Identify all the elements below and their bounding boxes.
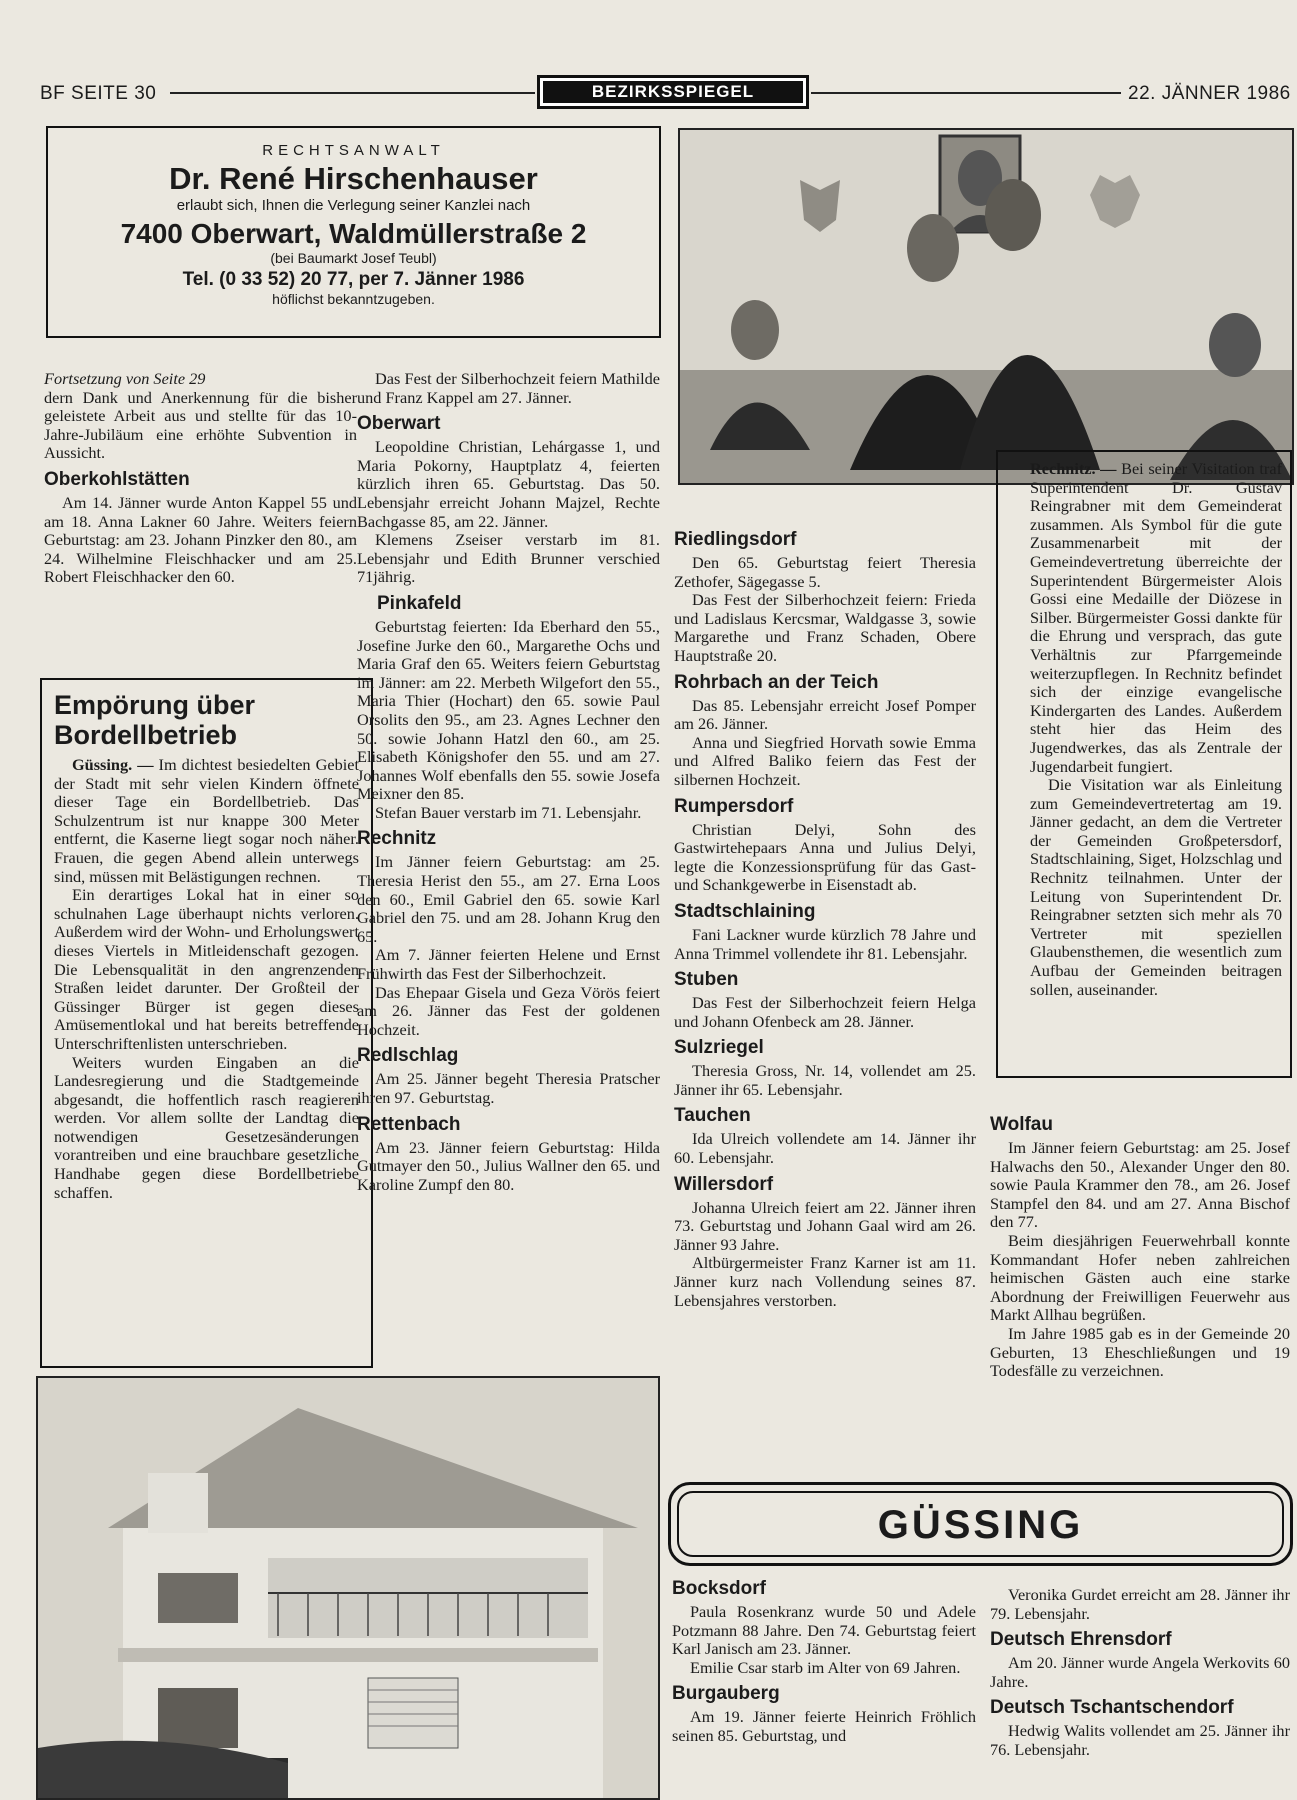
article-text: Altbürgermeister Franz Karner ist am 11. Jänner kurz nach Vollendung seines 87. Lebensjahres verstorben.	[674, 1253, 976, 1310]
article-text: Am 14. Jänner wurde Anton Kappel 55 und am 18. Anna Lakner 60 Jahre. Weiters feiern Geburtstag: am 23. Johann Pinzker den 80., am 24. Wilhelmine Fleischhacker und am 25. Robert Fleischhacker den 60.	[44, 492, 357, 587]
article-text: Anna und Siegfried Horvath sowie Emma und Alfred Baliko feiern das Fest der silbernen Hochzeit.	[674, 732, 976, 789]
article-text: Das Ehepaar Gisela und Geza Vörös feiert am 26. Jänner das Fest der goldenen Hochzeit.	[357, 982, 660, 1039]
place-heading-pinkafeld: Pinkafeld	[377, 592, 462, 614]
header-rule-left	[170, 92, 535, 94]
ad-address-note: (bei Baumarkt Josef Teubl)	[270, 250, 437, 266]
article-text: Bei seiner Visitation traf Superintendent Dr. Gustav Reingrabner mit dem Gemeinderat zusammen. Als Symbol für die gute Zusammenarbeit mit der Gemeindevertretung überreichte der Superintendent Bürgermeister Alois Gossi eine Medaille der Diözese in Silber. Bürgermeister Gossi dankte für die Ehrung und versprach, das gute Verhältnis zur Pfarrgemeinde weiterzupflegen. In Rechnitz befindet sich der einzige evangelische Kindergarten des Landes. Außerdem steht hier das Heim des Jugendwerkes, das als Zentrale der Jugendarbeit fungiert.	[1030, 459, 1282, 776]
article-text: Die Visitation war als Einleitung zum Gemeindevertretertag am 19. Jänner gedacht, an dem die Vertreter der Gemeinden Großpetersdorf, Stadtschlaining, Siget, Holzschlag und Rechnitz teilnahmen. Unter der Leitung von Superintendent Dr. Reingrabner setzten sich mehr als 70 Vertreter mit speziellen Glaubensthemen, die wesentlich zum Aufbau der Gemeinden beitragen sollen, auseinander.	[1030, 775, 1282, 999]
ad-name: Dr. René Hirschenhauser	[169, 161, 538, 196]
section-title-box	[537, 75, 809, 109]
article-text: Das Fest der Silberhochzeit feiern Helga und Johann Ofenbeck am 28. Jänner.	[674, 993, 976, 1031]
article-text: Paula Rosenkranz wurde 50 und Adele Potzmann 88 Jahre. Den 74. Geburtstag feiert Karl Janisch am 23. Jänner.	[672, 1602, 976, 1659]
ad-phone: Tel. (0 33 52) 20 77, per 7. Jänner 1986	[182, 269, 525, 290]
place-heading-deutsch-ehrensdorf: Deutsch Ehrensdorf	[990, 1629, 1172, 1651]
column-3	[674, 523, 976, 1310]
place-heading-rechnitz: Rechnitz	[357, 828, 437, 850]
ad-address: 7400 Oberwart, Waldmüllerstraße 2	[120, 218, 587, 249]
article-text: Das 85. Lebensjahr erreicht Josef Pomper am 26. Jänner.	[674, 695, 976, 734]
article-text: Johanna Ulreich feiert am 22. Jänner ihren 73. Geburtstag und Johann Gaal wird am 26. Jänner 93 Jahre.	[674, 1197, 976, 1254]
place-heading-wolfau: Wolfau	[990, 1114, 1053, 1135]
article-text: Klemens Zseiser verstarb im 81. Lebensjahr und Edith Brunner verschied 71jährig.	[357, 530, 660, 587]
column-2	[357, 370, 660, 1194]
article-text: Leopoldine Christian, Lehárgasse 1, und Maria Pokorny, Hauptplatz 4, feierten kürzlich ihren 65. Geburtstag. Das 50. Lebensjahr erreicht Johann Majzel, Rechte Bachgasse 85, am 22. Jänner.	[357, 437, 660, 531]
section-title: BEZIRKSSPIEGEL	[543, 81, 803, 103]
place-heading-tauchen: Tauchen	[674, 1105, 751, 1127]
article-text: Im Jahre 1985 gab es in der Gemeinde 20 Geburten, 13 Eheschließungen und 19 Todesfälle zu verzeichnen.	[990, 1323, 1290, 1381]
column-4	[990, 1108, 1290, 1381]
place-heading-redlschlag: Redlschlag	[357, 1045, 459, 1067]
article-text: Am 23. Jänner feiern Geburtstag: Hilda Gutmayer den 50., Julius Wallner den 65. und Karoline Zumpf den 80.	[357, 1137, 660, 1194]
article-text: Am 25. Jänner begeht Theresia Pratscher ihren 97. Geburtstag.	[357, 1069, 660, 1107]
article-text: Das Fest der Silberhochzeit feiern Mathilde und Franz Kappel am 27. Jänner.	[357, 369, 660, 407]
photo-handshake	[678, 128, 1294, 485]
page-number: BF SEITE 30	[40, 83, 157, 104]
section-banner-guessing	[668, 1482, 1293, 1566]
article-lead: Güssing. —	[72, 755, 154, 774]
place-heading-burgauberg: Burgauberg	[672, 1683, 780, 1705]
article-text: Emilie Csar starb im Alter von 69 Jahren.	[690, 1657, 961, 1677]
place-heading-willersdorf: Willersdorf	[674, 1173, 774, 1195]
article-box-visitation	[996, 450, 1292, 1078]
place-heading-rohrbach: Rohrbach an der Teich	[674, 671, 879, 693]
column-1	[44, 370, 357, 587]
article-text: Weiters wurden Eingaben an die Landesregierung und die Stadtgemeinde abgesandt, die hoffentlich rasch reagieren werden. Vor allem sollte der Landtag die notwendigen Gesetzesänderungen vorantreiben und eine brauchbare gesetzliche Handhabe gegen diese Bordellbetriebe schaffen.	[54, 1052, 359, 1202]
place-heading-rettenbach: Rettenbach	[357, 1113, 461, 1135]
article-text: Geburtstag feierten: Ida Eberhard den 55., Josefine Jurke den 60., Margarethe Ochs und Maria Graf den 65. Weiters feiern Geburtstag im Jänner: am 22. Merbeth Wilgefort den 55., Maria Thier (Hochart) den 65. sowie Paul Orsolits den 95., am 23. Agnes Lechner den 50. sowie Johann Hatzl den 60., am 25. Elisabeth Königshofer den 55. und am 27. Johannes Wolf ebenfalls den 55. sowie Josefa Meixner den 85.	[357, 616, 660, 804]
article-box-bordell	[40, 678, 373, 1368]
article-text: Veronika Gurdet erreicht am 28. Jänner ihr 79. Lebensjahr.	[990, 1585, 1290, 1623]
article-text: Ida Ulreich vollendete am 14. Jänner ihr 60. Lebensjahr.	[674, 1129, 976, 1168]
section-banner-text: GÜSSING	[677, 1491, 1284, 1557]
place-heading-oberwart: Oberwart	[357, 413, 441, 435]
ad-intro: erlaubt sich, Ihnen die Verlegung seiner Kanzlei nach	[176, 197, 531, 214]
article-text: Im Jänner feiern Geburtstag: am 25. Theresia Herist den 55., am 27. Erna Loos den 60., Emil Gabriel den 65. sowie Karl Gabriel den 75. und am 28. Johann Krug den 65.	[357, 852, 660, 946]
lawyer-advertisement	[46, 126, 661, 338]
article-text: Ein derartiges Lokal hat in einer so schulnahen Lage überhaupt nichts verloren. Außerdem wird der Wohn- und Erholungswert dieses Viertels in Mitleidenschaft gezogen. Die Lebensqualität in den angrenzenden Straßen leidet darunter. Der Großteil der Güssinger Bürger ist gegen dieses Amüsementlokal und hat bereits betreffende Unterschriftenlisten unterschrieben.	[54, 885, 359, 1053]
article-text: dern Dank und Anerkennung für die bisher geleistete Arbeit aus und stellte für das 10-Jahre-Jubiläum eine erhöhte Subvention in Aussicht.	[44, 387, 357, 463]
place-heading-oberkohlstaetten: Oberkohlstätten	[44, 468, 190, 490]
place-heading-rumpersdorf: Rumpersdorf	[674, 795, 794, 817]
article-text: Am 19. Jänner feierte Heinrich Fröhlich seinen 85. Geburtstag, und	[672, 1707, 976, 1745]
place-heading-deutsch-tschantschendorf: Deutsch Tschantschendorf	[990, 1697, 1234, 1719]
place-heading-bocksdorf: Bocksdorf	[672, 1578, 766, 1599]
place-heading-stadtschlaining: Stadtschlaining	[674, 900, 816, 922]
place-heading-sulzriegel: Sulzriegel	[674, 1037, 764, 1059]
article-text: Im dichtest besiedelten Gebiet der Stadt mit sehr vielen Kindern öffnete dieser Tage ein Bordellbetrieb. Das Schulzentrum ist nur knappe 300 Meter entfernt, die Kaserne liegt sogar noch näher. Frauen, die gegen Abend allein unterwegs sind, müssen mit Belästigungen rechnen.	[54, 755, 359, 886]
article-text: Theresia Gross, Nr. 14, vollendet am 25. Jänner ihr 65. Lebensjahr.	[674, 1061, 976, 1099]
guessing-column-left	[672, 1572, 976, 1746]
article-text: Im Jänner feiern Geburtstag: am 25. Josef Halwachs den 50., Alexander Unger den 80. sowie Paula Krammer den 78., am 26. Josef Stampfel den 84. und am 27. Anna Bischof den 77.	[990, 1138, 1290, 1232]
article-text: Den 65. Geburtstag feiert Theresia Zethofer, Sägegasse 5.	[674, 553, 976, 591]
place-heading-riedlingsdorf: Riedlingsdorf	[674, 529, 797, 550]
guessing-column-right	[990, 1586, 1290, 1760]
place-heading-stuben: Stuben	[674, 969, 739, 991]
article-text: Beim diesjährigen Feuerwehrball konnte Kommandant Hofer neben zahlreichen heimischen Gästen auch eine starke Abordnung der Freiwilligen Feuerwehr aus Markt Allhau begrüßen.	[990, 1230, 1290, 1325]
article-text: Am 20. Jänner wurde Angela Werkovits 60 Jahre.	[990, 1653, 1290, 1691]
article-headline: Empörung über Bordellbetrieb	[54, 690, 255, 750]
ad-closing: höflichst bekanntzugeben.	[272, 291, 435, 307]
continuation-note: Fortsetzung von Seite 29	[44, 369, 206, 388]
article-lead: Rechnitz. —	[1030, 459, 1117, 478]
ad-profession: RECHTSANWALT	[262, 142, 445, 159]
photo-house	[36, 1376, 660, 1800]
article-text: Am 7. Jänner feierten Helene und Ernst Frühwirth das Fest der Silberhochzeit.	[357, 945, 660, 984]
issue-date: 22. JÄNNER 1986	[1128, 83, 1291, 104]
article-text: Fani Lackner wurde kürzlich 78 Jahre und Anna Trimmel vollendete ihr 81. Lebensjahr.	[674, 924, 976, 963]
header-rule-right	[811, 92, 1121, 94]
article-text: Das Fest der Silberhochzeit feiern: Frieda und Ladislaus Kercsmar, Waldgasse 3, sowie Margarethe und Franz Schaden, Obere Hauptstraße 20.	[674, 590, 976, 665]
article-text: Hedwig Walits vollendet am 25. Jänner ihr 76. Lebensjahr.	[990, 1721, 1290, 1759]
article-text: Christian Delyi, Sohn des Gastwirtehepaars Anna und Julius Delyi, legte die Konzessionsprüfung für das Gast- und Schankgewerbe in Eisenstadt ab.	[674, 819, 976, 895]
article-text: Stefan Bauer verstarb im 71. Lebensjahr.	[375, 802, 642, 822]
